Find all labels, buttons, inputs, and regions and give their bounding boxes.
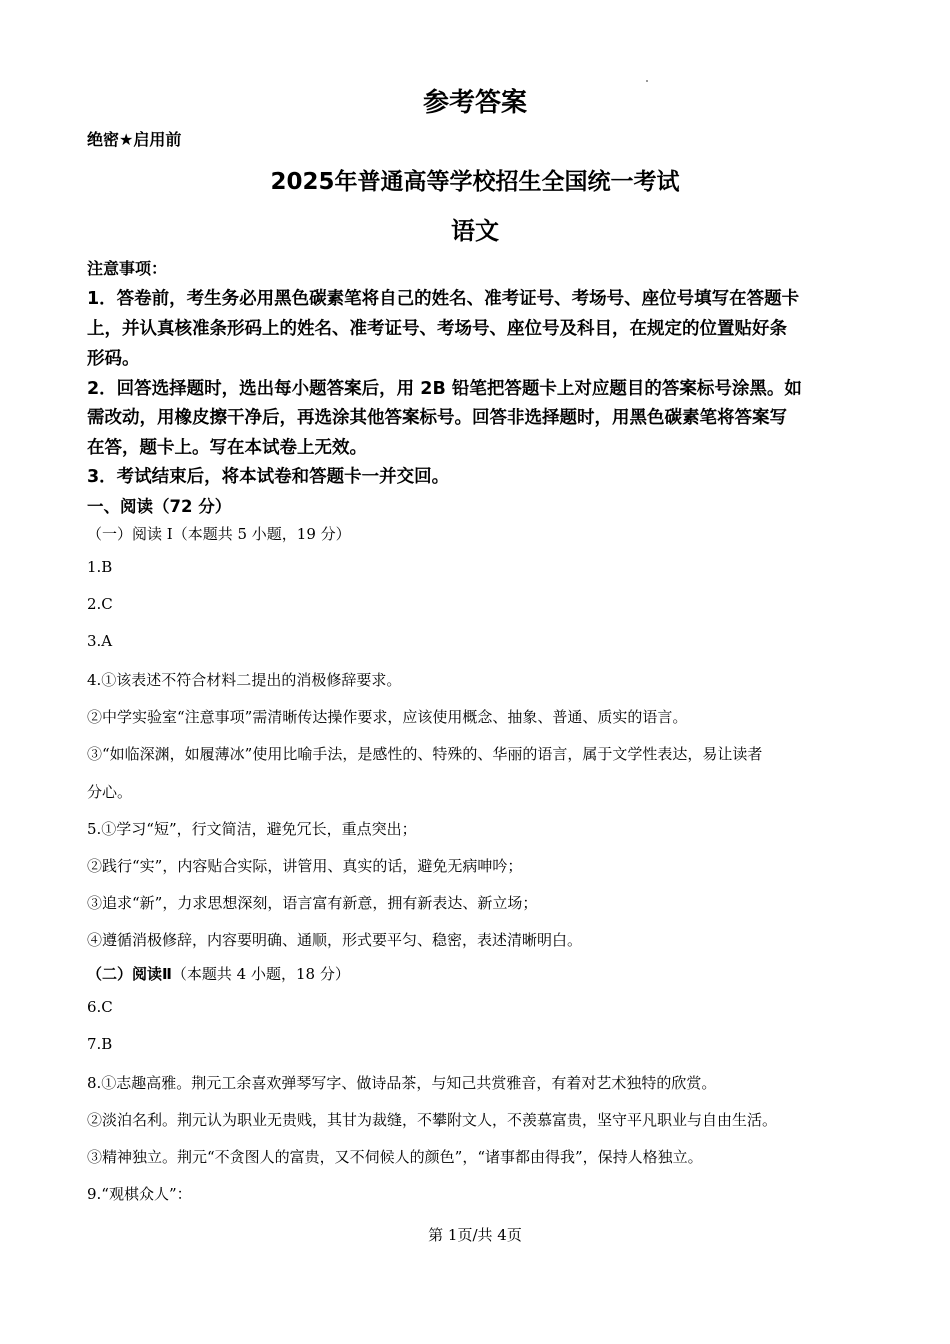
- answer-line: 1.B: [87, 558, 113, 576]
- answer-line: ③追求“新”，力求思想深刻，语言富有新意，拥有新表达、新立场；: [87, 894, 538, 912]
- answer-line: 7.B: [87, 1035, 113, 1053]
- answer-line: ②淡泊名利。荆元认为职业无贵贱，其甘为裁缝，不攀附文人，不羡慕富贵，坚守平凡职业与自由生活。: [87, 1111, 778, 1129]
- page-number: 第 1页/共 4页: [428, 1226, 522, 1244]
- answer-line: 9.“观棋众人”：: [87, 1185, 192, 1203]
- notice-line: 1．答卷前，考生务必用黑色碳素笔将自己的姓名、准考证号、考场号、座位号填写在答题卡: [87, 289, 800, 309]
- notice-line: 2．回答选择题时，选出每小题答案后，用 2B 铅笔把答题卡上对应题目的答案标号涂黑。如: [87, 379, 802, 399]
- answer-line: ③精神独立。荆元“不贪图人的富贵，又不伺候人的颜色”，“诸事都由得我”，保持人格独立。: [87, 1148, 703, 1166]
- confidential-label: 绝密★启用前: [87, 130, 182, 149]
- answer-line: ④遵循消极修辞，内容要明确、通顺，形式要平匀、稳密，表述清晰明白。: [87, 931, 583, 949]
- notice-line: 形码。: [87, 349, 140, 369]
- answer-line: 3.A: [87, 632, 113, 650]
- answer-title: 参考答案: [422, 88, 527, 118]
- answer-line: 4.①该表述不符合材料二提出的消极修辞要求。: [87, 671, 402, 689]
- part1-heading: （一）阅读 I（本题共 5 小题，19 分）: [87, 525, 351, 543]
- notice-heading: 注意事项：: [87, 259, 168, 278]
- part2-heading: [87, 963, 350, 984]
- answer-line: 2.C: [87, 595, 113, 613]
- part2-heading-bold: （二）阅读Ⅱ: [87, 965, 172, 983]
- exam-title: 2025年普通高等学校招生全国统一考试: [270, 169, 680, 195]
- part2-heading-rest: （本题共 4 小题，18 分）: [171, 965, 350, 983]
- answer-line: 6.C: [87, 998, 113, 1016]
- notice-line: 需改动，用橡皮擦干净后，再选涂其他答案标号。回答非选择题时，用黑色碳素笔将答案写: [87, 408, 787, 428]
- notice-line: 上，并认真核准条形码上的姓名、准考证号、考场号、座位号及科目，在规定的位置贴好条: [87, 319, 787, 339]
- notice-line: 在答，题卡上。写在本试卷上无效。: [87, 438, 367, 458]
- subject-title: 语文: [451, 217, 499, 245]
- section-heading: 一、阅读（72 分）: [87, 497, 232, 516]
- answer-line: ②践行“实”，内容贴合实际，讲管用、真实的话，避免无病呻吟；: [87, 857, 523, 875]
- answer-line: 5.①学习“短”，行文简洁，避免冗长，重点突出；: [87, 820, 417, 838]
- answer-line: 8.①志趣高雅。荆元工余喜欢弹琴写字、做诗品茶，与知己共赏雅音，有着对艺术独特的欣赏。: [87, 1074, 717, 1092]
- answer-line: ②中学实验室“注意事项”需清晰传达操作要求，应该使用概念、抽象、普通、质实的语言。: [87, 708, 688, 726]
- notice-line: 3．考试结束后，将本试卷和答题卡一并交回。: [87, 467, 450, 487]
- answer-line: 分心。: [87, 783, 133, 801]
- answer-line: ③“如临深渊，如履薄冰”使用比喻手法，是感性的、特殊的、华丽的语言，属于文学性表达，易让读者: [87, 745, 763, 763]
